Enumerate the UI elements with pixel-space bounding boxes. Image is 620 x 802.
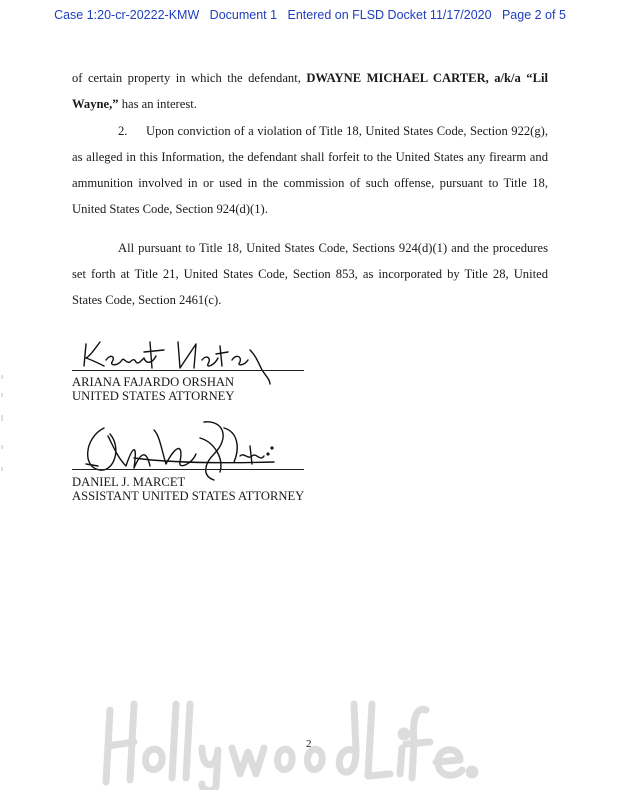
paragraph-2-number: 2. xyxy=(118,124,128,138)
docket-header: Case 1:20-cr-20222-KMW Document 1 Entered on FLSD Docket 11/17/2020 Page 2 of 5 xyxy=(54,8,566,22)
paragraph-2-text: Upon conviction of a violation of Title 18, United States Code, Section 922(g), as alleged in this Information, the defendant shall forfeit to the United States any firearm and ammunition involved in or used in the commission of such offense, pursuant to Title 18, United States Code, Section 924(d)(1). xyxy=(72,124,548,216)
paragraph-1 xyxy=(72,65,548,117)
assistant-attorney-name: DANIEL J. MARCET xyxy=(72,475,186,489)
hollywoodlife-watermark xyxy=(90,690,510,790)
defendant-name: DWAYNE MICHAEL CARTER, a/k/a “Lil Wayne,” xyxy=(72,71,548,111)
page-number: 2 xyxy=(306,738,312,750)
paragraph-3-text: All pursuant to Title 18, United States Code, Sections 924(d)(1) and the procedures set forth at Title 21, United States Code, Section 853, as incorporated by Title 28, United States Code, Section 2461(c). xyxy=(72,241,548,307)
paragraph-3 xyxy=(72,235,548,313)
assistant-attorney-title: ASSISTANT UNITED STATES ATTORNEY xyxy=(72,489,305,503)
us-attorney-title: UNITED STATES ATTORNEY xyxy=(72,389,235,403)
us-attorney-name: ARIANA FAJARDO ORSHAN xyxy=(72,375,235,389)
paragraph-1-text-b: has an interest. xyxy=(121,97,197,111)
signature-line-1 xyxy=(72,370,304,371)
margin-scan-mark xyxy=(0,375,6,475)
paragraph-2 xyxy=(72,118,548,222)
paragraph-1-text-a: of certain property in which the defendant, xyxy=(72,71,301,85)
signature-line-2 xyxy=(72,469,304,470)
